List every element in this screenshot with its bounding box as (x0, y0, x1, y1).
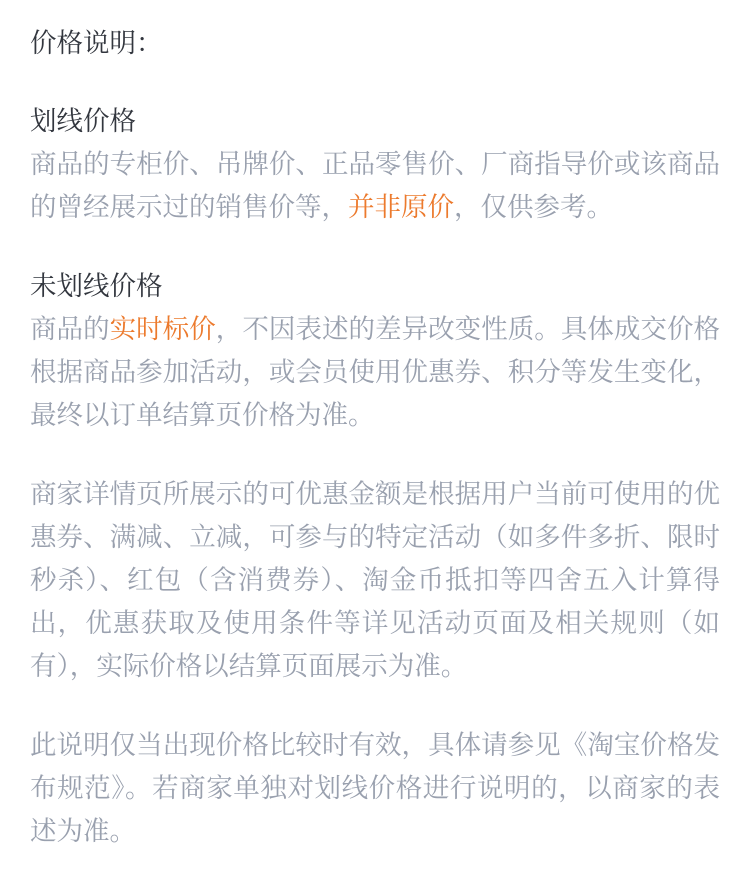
section-disclaimer (30, 724, 720, 853)
page-title: 价格说明： (30, 28, 163, 58)
section-heading-unstruck-price: 未划线价格 (30, 271, 163, 301)
section-strikethrough-price (30, 100, 720, 229)
section-heading-strikethrough-price: 划线价格 (30, 106, 136, 136)
section-discount-amount (30, 473, 720, 688)
section-body-discount-amount: 商家详情页所展示的可优惠金额是根据用户当前可使用的优惠券、满减、立减，可参与的特定活动（如多件多折、限时秒杀）、红包（含消费券）、淘金币抵扣等四舍五入计算得出，优惠获取及使用条件等详见活动页面及相关规则（如有），实际价格以结算页面展示为准。 (30, 479, 720, 681)
highlight-not-original-price: 并非原价 (348, 192, 454, 222)
section-body-strikethrough-price (30, 143, 720, 229)
body-text: ，不因表述的差异改变性质。具体成交价格根据商品参加活动，或会员使用优惠券、积分等发生变化，最终以订单结算页价格为准。 (30, 314, 721, 430)
highlight-realtime-price: 实时标价 (109, 314, 216, 344)
section-body-unstruck-price (30, 308, 720, 437)
section-unstruck-price (30, 265, 720, 437)
body-text: 商品的 (30, 314, 110, 344)
section-body-disclaimer: 此说明仅当出现价格比较时有效，具体请参见《淘宝价格发布规范》。若商家单独对划线价格进行说明的，以商家的表述为准。 (30, 730, 720, 846)
body-text: ，仅供参考。 (454, 192, 613, 222)
body-text: 商品的专柜价、吊牌价、正品零售价、厂商指导价或该商品的曾经展示过的销售价等， (30, 149, 720, 222)
